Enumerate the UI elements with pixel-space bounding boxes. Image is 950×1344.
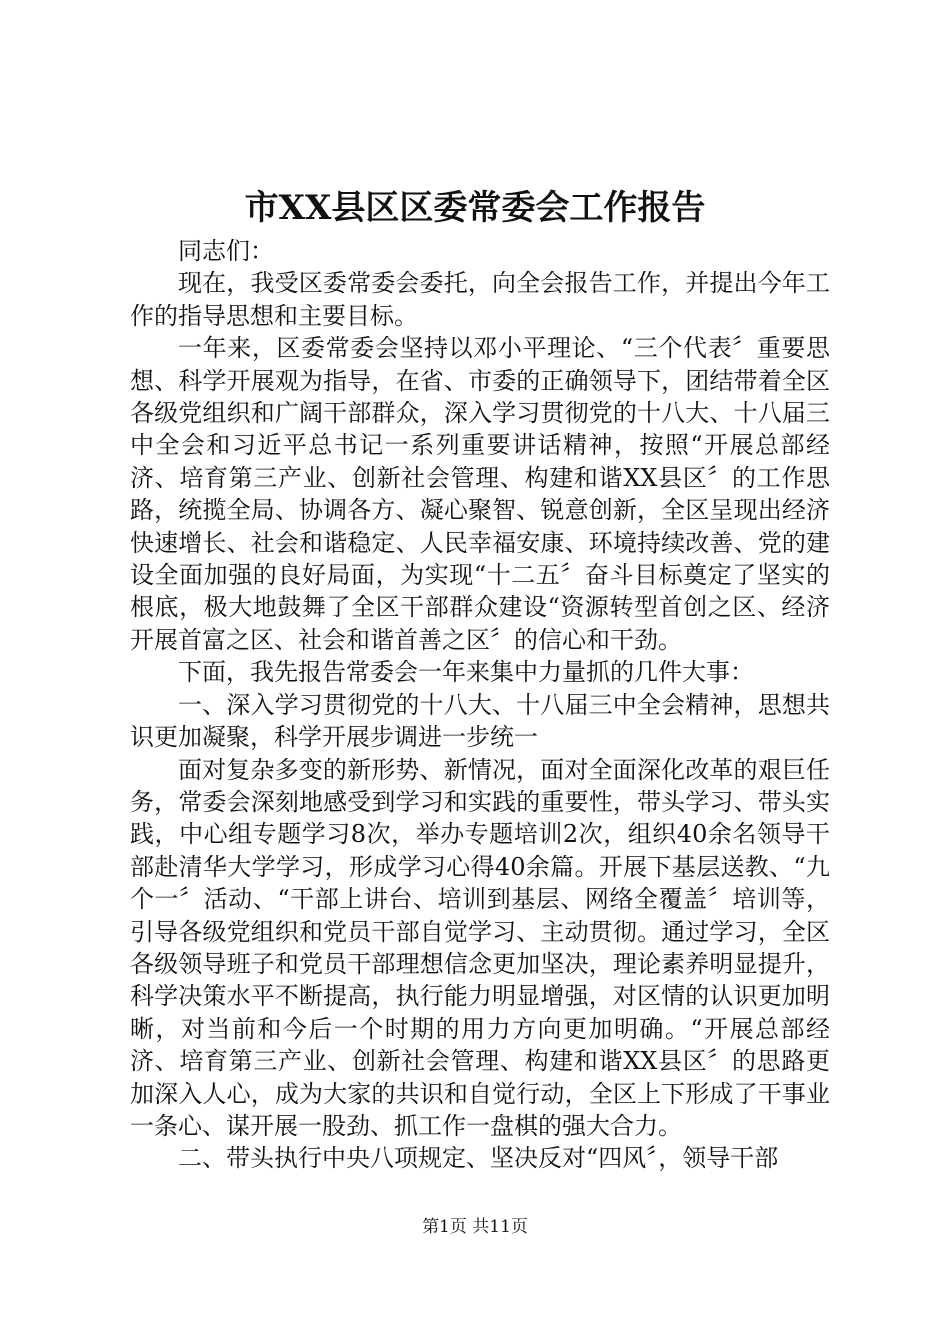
paragraph-transition: 下面，我先报告常委会一年来集中力量抓的几件大事： (178, 658, 754, 687)
document-title: 市XX县区区委常委会工作报告 (244, 188, 706, 228)
paragraph-salutation: 同志们： (178, 237, 274, 265)
page-number-footer: 第1页 共11页 (422, 1217, 528, 1237)
paragraph-year-review: 一年来，区委常委会坚持以邓小平理论、“三个代表〞重要思想、科学开展观为指导，在省、市委的正确领导下，团结带着全区各级党组织和广阔干部群众，深入学习贯彻党的十八大、十八届三中全会和习近平总书记一系列重要讲话精神，按照“开展总部经济、培育第三产业、创新社会管理、构建和谐XX县区〞的工作思路，统揽全局、协调各方、凝心聚智、锐意创新，全区呈现出经济快速增长、社会和谐稳定、人民幸福安康、环境持续改善、党的建设全面加强的良好局面，为实现“十二五〞奋斗目标奠定了坚实的根底，极大地鼓舞了全区干部群众建设“资源转型首创之区、经济开展首富之区、社会和谐首善之区〞的信心和干劲。 (130, 334, 830, 654)
document-body (130, 235, 830, 1175)
section-heading-2: 二、带头执行中央八项规定、坚决反对“四风〞，领导干部 (178, 1144, 779, 1173)
paragraph-section-1-body: 面对复杂多变的新形势、新情况，面对全面深化改革的艰巨任务，常委会深刻地感受到学习和实践的重要性，带头学习、带头实践，中心组专题学习8次，举办专题培训2次，组织40余名领导干部赴清华大学学习，形成学习心得40余篇。开展下基层送教、“九个一〞活动、“干部上讲台、培训到基层、网络全覆盖〞培训等，引导各级党组织和党员干部自觉学习、主动贯彻。通过学习，全区各级领导班子和党员干部理想信念更加坚决，理论素养明显提升，科学决策水平不断提高，执行能力明显增强，对区情的认识更加明晰，对当前和今后一个时期的用力方向更加明确。“开展总部经济、培育第三产业、创新社会管理、构建和谐XX县区〞的思路更加深入人心，成为大家的共识和自觉行动，全区上下形成了干事业一条心、谋开展一股劲、抓工作一盘棋的强大合力。 (130, 755, 830, 1140)
paragraph-intro: 现在，我受区委常委会委托，向全会报告工作，并提出今年工作的指导思想和主要目标。 (130, 269, 830, 330)
section-heading-1: 一、深入学习贯彻党的十八大、十八届三中全会精神，思想共识更加凝聚，科学开展步调进一步统一 (130, 690, 830, 752)
